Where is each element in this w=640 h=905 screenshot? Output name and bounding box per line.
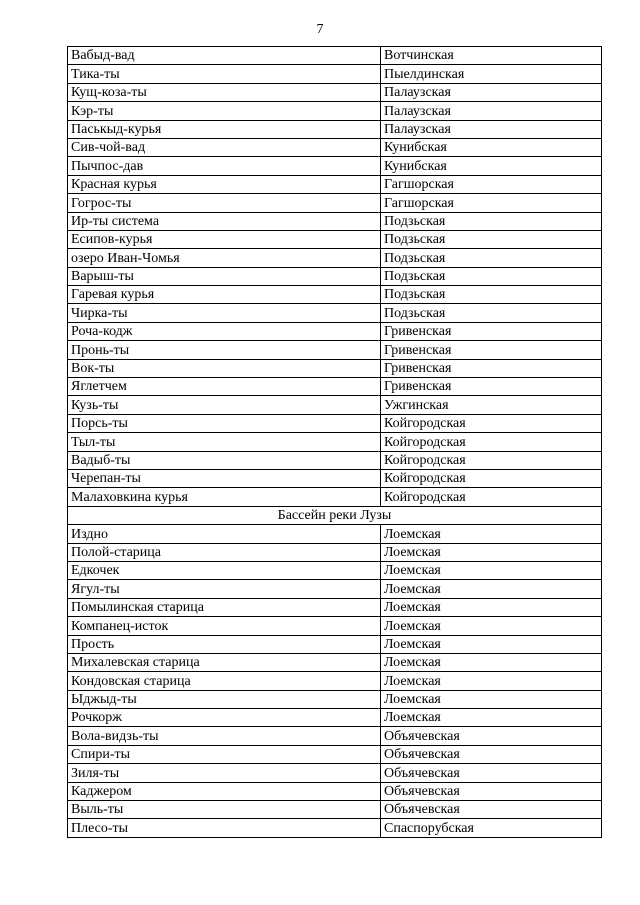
table-row	[68, 175, 602, 193]
table-row	[68, 635, 602, 653]
settlement-name: Ужгинская	[381, 396, 602, 414]
table-row	[68, 378, 602, 396]
water-body-name: Чирка-ты	[68, 304, 381, 322]
table-row	[68, 653, 602, 671]
water-body-name: Кузь-ты	[68, 396, 381, 414]
water-body-name: Яглетчем	[68, 378, 381, 396]
settlement-name: Лоемская	[381, 635, 602, 653]
table-row	[68, 341, 602, 359]
settlement-name: Подзьская	[381, 286, 602, 304]
table-row	[68, 359, 602, 377]
table-row	[68, 782, 602, 800]
settlement-name: Койгородская	[381, 433, 602, 451]
settlement-name: Койгородская	[381, 414, 602, 432]
section-row	[68, 506, 602, 524]
water-body-name: Едкочек	[68, 561, 381, 579]
water-body-name: Ягул-ты	[68, 580, 381, 598]
table-row	[68, 543, 602, 561]
settlement-name: Объячевская	[381, 782, 602, 800]
table-body	[68, 47, 602, 838]
section-title: Бассейн реки Лузы	[68, 506, 602, 524]
water-body-name: Красная курья	[68, 175, 381, 193]
page-number: 7	[316, 22, 324, 37]
table-row	[68, 580, 602, 598]
water-body-name: Тика-ты	[68, 65, 381, 83]
water-body-name: Сив-чой-вад	[68, 138, 381, 156]
settlement-name: Палаузская	[381, 83, 602, 101]
water-body-name: Гогрос-ты	[68, 194, 381, 212]
water-body-name: Каджером	[68, 782, 381, 800]
water-body-name: озеро Иван-Чомья	[68, 249, 381, 267]
water-body-name: Паськыд-курья	[68, 120, 381, 138]
settlement-name: Лоемская	[381, 580, 602, 598]
water-body-name: Ыджыд-ты	[68, 690, 381, 708]
table-row	[68, 322, 602, 340]
settlement-name: Койгородская	[381, 488, 602, 506]
water-body-name: Плесо-ты	[68, 819, 381, 837]
table-row	[68, 304, 602, 322]
table-row	[68, 120, 602, 138]
table-row	[68, 249, 602, 267]
settlement-name: Лоемская	[381, 690, 602, 708]
water-body-name: Роча-кодж	[68, 322, 381, 340]
water-body-name: Вабыд-вад	[68, 47, 381, 65]
settlement-name: Палаузская	[381, 120, 602, 138]
settlement-name: Подзьская	[381, 212, 602, 230]
table-row	[68, 138, 602, 156]
table-row	[68, 102, 602, 120]
table-row	[68, 690, 602, 708]
table-row	[68, 488, 602, 506]
table-row	[68, 65, 602, 83]
water-body-name: Полой-старица	[68, 543, 381, 561]
settlement-name: Лоемская	[381, 672, 602, 690]
settlement-name: Подзьская	[381, 230, 602, 248]
settlement-name: Койгородская	[381, 469, 602, 487]
water-body-name: Рочкорж	[68, 709, 381, 727]
water-body-name: Малаховкина курья	[68, 488, 381, 506]
table-row	[68, 47, 602, 65]
water-body-name: Спири-ты	[68, 745, 381, 763]
table-row	[68, 801, 602, 819]
water-body-name: Пронь-ты	[68, 341, 381, 359]
settlement-name: Лоемская	[381, 617, 602, 635]
water-body-name: Издно	[68, 525, 381, 543]
table-row	[68, 414, 602, 432]
table-row	[68, 617, 602, 635]
settlement-name: Спаспорубская	[381, 819, 602, 837]
table-row	[68, 727, 602, 745]
settlement-name: Гагшорская	[381, 175, 602, 193]
settlement-name: Койгородская	[381, 451, 602, 469]
table-row	[68, 451, 602, 469]
water-body-name: Есипов-курья	[68, 230, 381, 248]
settlement-name: Гривенская	[381, 322, 602, 340]
settlement-name: Объячевская	[381, 745, 602, 763]
water-body-name: Михалевская старица	[68, 653, 381, 671]
water-body-name: Прость	[68, 635, 381, 653]
table-row	[68, 469, 602, 487]
water-body-name: Вок-ты	[68, 359, 381, 377]
water-bodies-table	[67, 46, 602, 838]
water-body-name: Выль-ты	[68, 801, 381, 819]
table-row	[68, 525, 602, 543]
table-row	[68, 157, 602, 175]
table-row	[68, 672, 602, 690]
settlement-name: Объячевская	[381, 764, 602, 782]
settlement-name: Палаузская	[381, 102, 602, 120]
settlement-name: Гривенская	[381, 378, 602, 396]
table-row	[68, 194, 602, 212]
table-row	[68, 745, 602, 763]
water-body-name: Пычпос-дав	[68, 157, 381, 175]
water-body-name: Вадыб-ты	[68, 451, 381, 469]
table-row	[68, 267, 602, 285]
water-body-name: Порсь-ты	[68, 414, 381, 432]
table-row	[68, 598, 602, 616]
settlement-name: Пыелдинская	[381, 65, 602, 83]
settlement-name: Лоемская	[381, 561, 602, 579]
table-row	[68, 230, 602, 248]
table-row	[68, 212, 602, 230]
table-row	[68, 396, 602, 414]
water-body-name: Кондовская старица	[68, 672, 381, 690]
settlement-name: Подзьская	[381, 304, 602, 322]
table-row	[68, 764, 602, 782]
water-body-name: Компанец-исток	[68, 617, 381, 635]
settlement-name: Лоемская	[381, 653, 602, 671]
water-body-name: Варыш-ты	[68, 267, 381, 285]
table-row	[68, 83, 602, 101]
settlement-name: Объячевская	[381, 801, 602, 819]
water-body-name: Гаревая курья	[68, 286, 381, 304]
settlement-name: Лоемская	[381, 525, 602, 543]
table-row	[68, 709, 602, 727]
settlement-name: Гривенская	[381, 341, 602, 359]
table-row	[68, 433, 602, 451]
water-body-name: Черепан-ты	[68, 469, 381, 487]
settlement-name: Кунибская	[381, 138, 602, 156]
settlement-name: Лоемская	[381, 598, 602, 616]
table-row	[68, 819, 602, 837]
water-body-name: Помылинская старица	[68, 598, 381, 616]
water-body-name: Кущ-коза-ты	[68, 83, 381, 101]
table-row	[68, 561, 602, 579]
table-row	[68, 286, 602, 304]
settlement-name: Вотчинская	[381, 47, 602, 65]
settlement-name: Лоемская	[381, 543, 602, 561]
water-body-name: Вола-видзь-ты	[68, 727, 381, 745]
settlement-name: Гривенская	[381, 359, 602, 377]
settlement-name: Подзьская	[381, 249, 602, 267]
settlement-name: Подзьская	[381, 267, 602, 285]
settlement-name: Лоемская	[381, 709, 602, 727]
water-body-name: Ир-ты система	[68, 212, 381, 230]
water-body-name: Тыл-ты	[68, 433, 381, 451]
water-body-name: Зиля-ты	[68, 764, 381, 782]
water-body-name: Кэр-ты	[68, 102, 381, 120]
settlement-name: Объячевская	[381, 727, 602, 745]
settlement-name: Гагшорская	[381, 194, 602, 212]
settlement-name: Кунибская	[381, 157, 602, 175]
